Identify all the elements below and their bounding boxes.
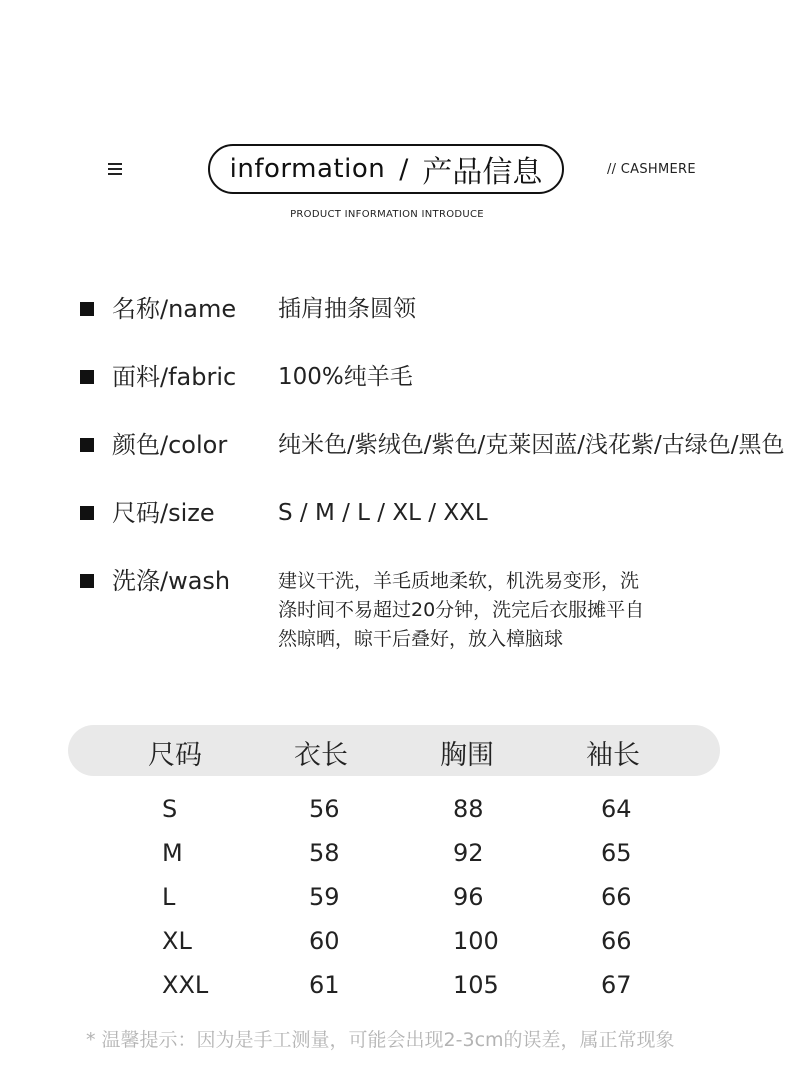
table-header-cell: 尺码 (148, 740, 202, 771)
spec-value-wash (278, 567, 698, 654)
spec-label: 洗涤/wash (112, 567, 231, 595)
wash-line: 涤时间不易超过20分钟，洗完后衣服摊平自 (278, 599, 645, 621)
table-header-cell: 胸围 (440, 740, 494, 771)
menu-icon (108, 163, 122, 177)
square-bullet-icon (80, 506, 94, 520)
spec-value: S / M / L / XL / XXL (278, 500, 488, 526)
spec-label: 尺码/size (112, 499, 215, 527)
table-cell: 88 (453, 795, 484, 823)
table-cell: XXL (162, 971, 209, 999)
measurement-note: * 温馨提示：因为是手工测量，可能会出现2-3cm的误差，属正常现象 (86, 1029, 675, 1051)
table-cell: 66 (601, 883, 632, 911)
table-cell: 96 (453, 883, 484, 911)
title-zh: 产品信息 (422, 155, 543, 190)
table-cell: M (162, 839, 183, 867)
table-cell: XL (162, 927, 192, 955)
table-cell: 61 (309, 971, 340, 999)
spec-value: 100%纯羊毛 (278, 364, 413, 390)
table-cell: 59 (309, 883, 340, 911)
square-bullet-icon (80, 370, 94, 384)
table-header-cell: 衣长 (294, 740, 348, 771)
title-separator: / (399, 153, 409, 185)
table-cell: 66 (601, 927, 632, 955)
table-cell: S (162, 795, 178, 823)
title-pill (208, 144, 564, 194)
square-bullet-icon (80, 574, 94, 588)
table-header-cell: 袖长 (586, 740, 640, 771)
table-cell: 92 (453, 839, 484, 867)
table-cell: 100 (453, 927, 499, 955)
wash-line: 然晾晒，晾干后叠好，放入樟脑球 (278, 628, 564, 650)
spec-label: 面料/fabric (112, 363, 237, 391)
spec-label: 颜色/color (112, 431, 228, 459)
page-subtitle: PRODUCT INFORMATION INTRODUCE (290, 209, 484, 220)
square-bullet-icon (80, 302, 94, 316)
spec-value: 插肩抽条圆领 (278, 296, 416, 322)
spec-value: 纯米色/紫绒色/紫色/克莱因蓝/浅花紫/古绿色/黑色 (278, 432, 785, 458)
table-cell: 58 (309, 839, 340, 867)
table-cell: 56 (309, 795, 340, 823)
cashmere-tag: // CASHMERE (607, 162, 696, 177)
title-en: information (229, 154, 386, 184)
table-cell: 67 (601, 971, 632, 999)
spec-label: 名称/name (112, 295, 237, 323)
table-cell: 65 (601, 839, 632, 867)
square-bullet-icon (80, 438, 94, 452)
table-cell: 64 (601, 795, 632, 823)
wash-line: 建议干洗，羊毛质地柔软，机洗易变形，洗 (278, 570, 640, 592)
table-cell: 60 (309, 927, 340, 955)
table-cell: 105 (453, 971, 499, 999)
table-cell: L (162, 883, 176, 911)
